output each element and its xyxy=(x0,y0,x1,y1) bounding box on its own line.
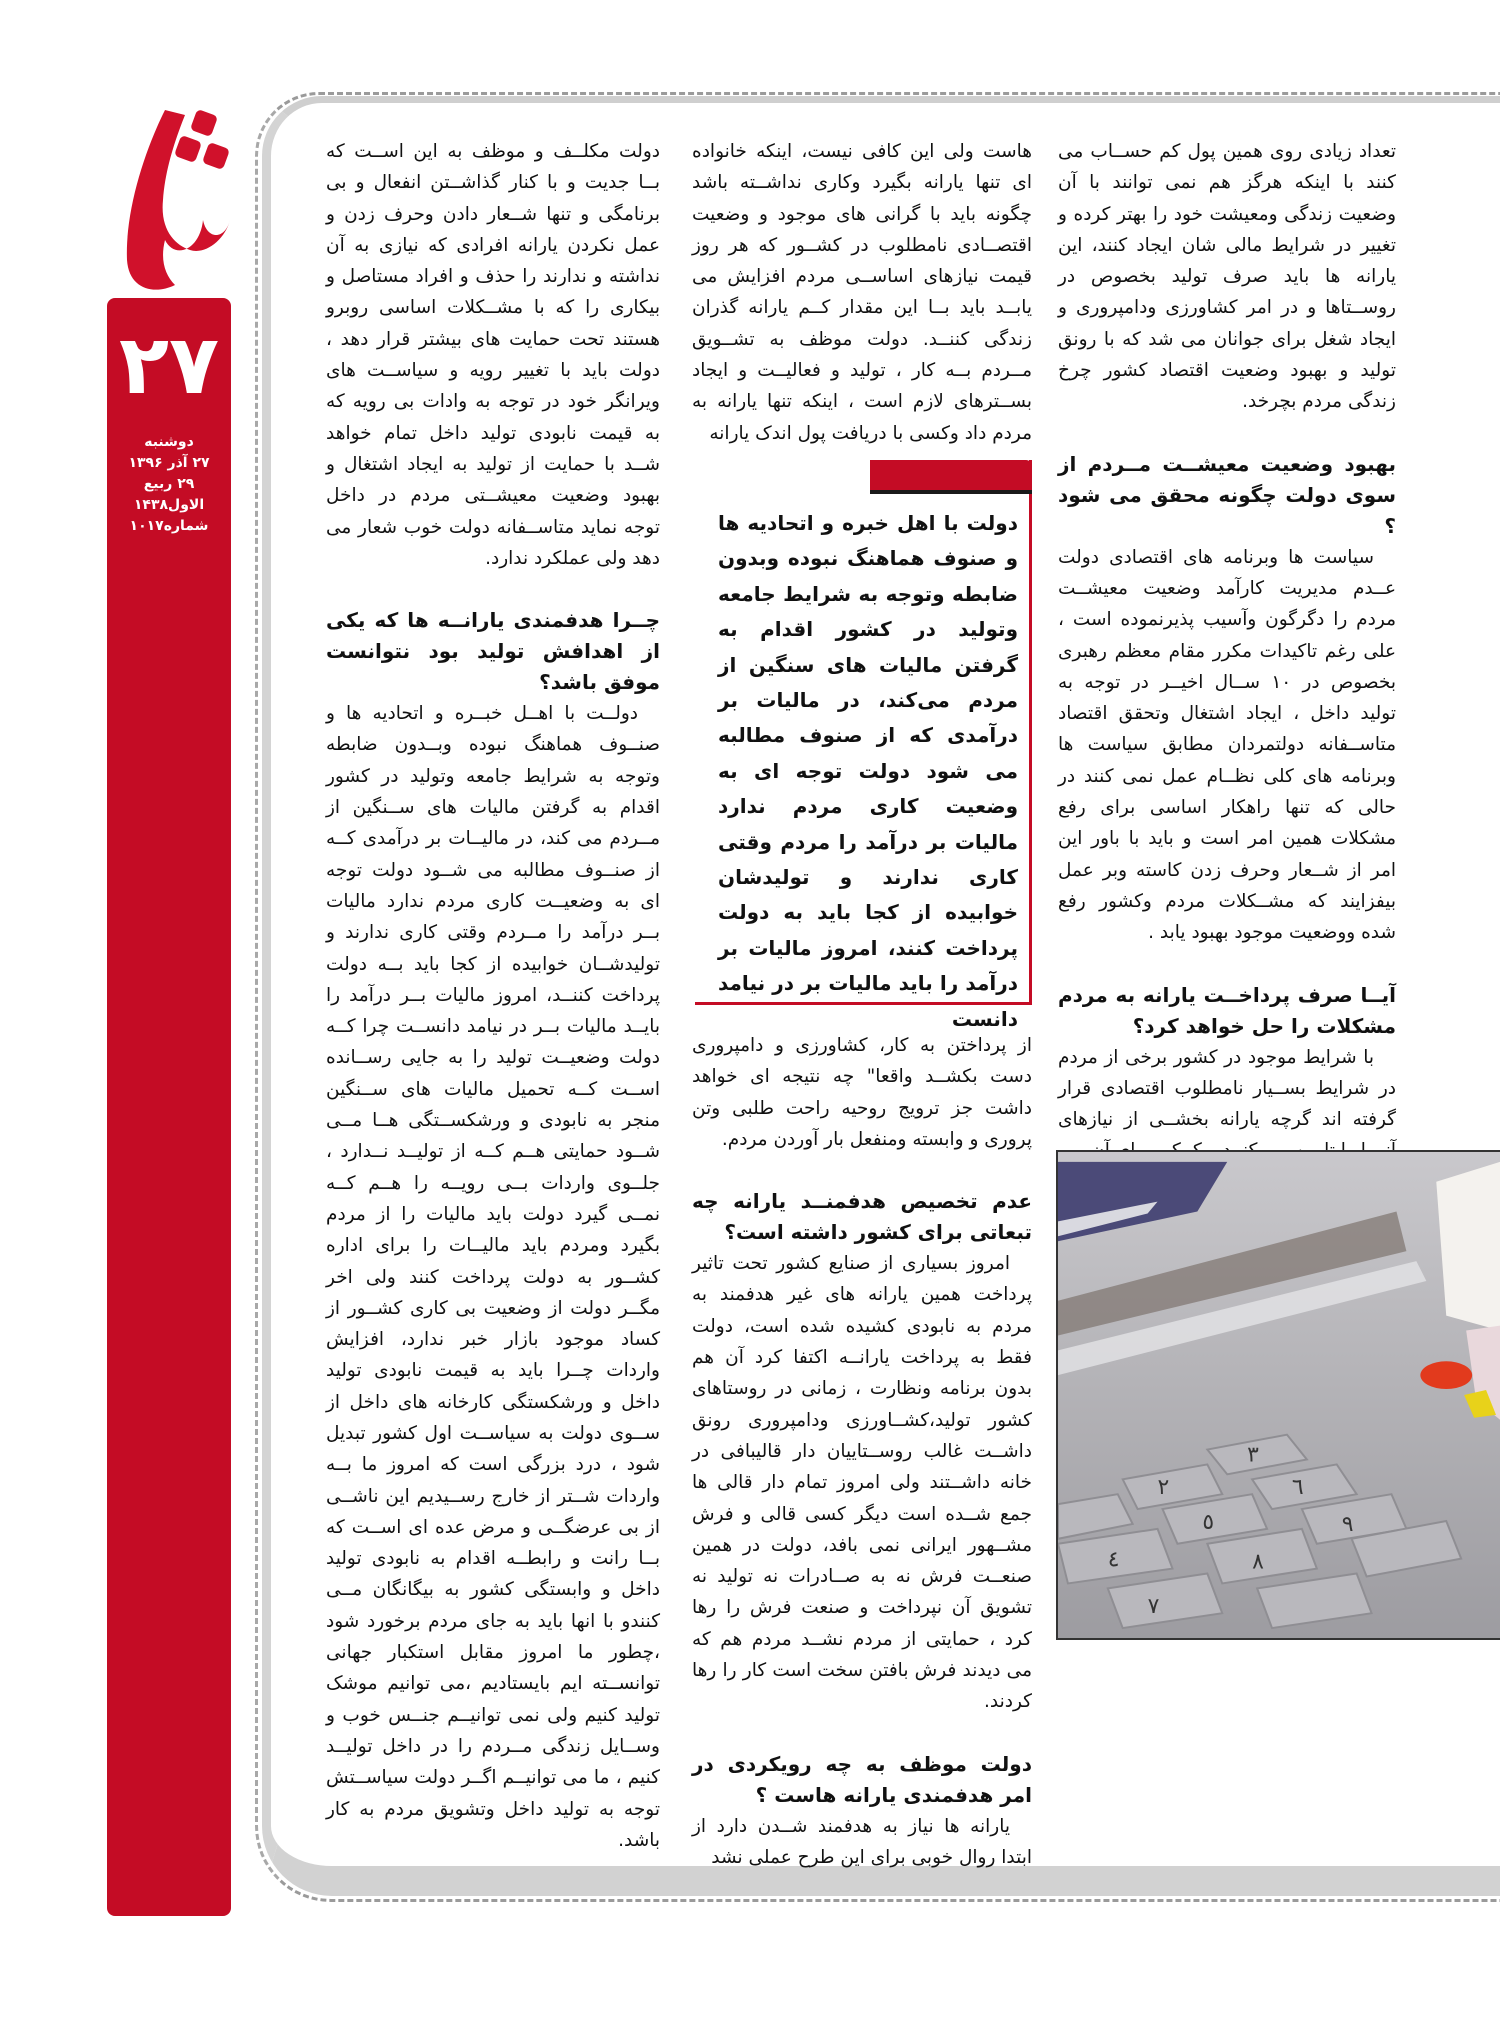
svg-text:٣: ٣ xyxy=(1247,1442,1259,1468)
atm-keypad-photo-icon xyxy=(1058,1152,1500,1638)
section-heading: بهبود وضعیت معیشــت مــردم از سوی دولت چگونه محقق می شود ؟ xyxy=(1058,451,1396,538)
paragraph: از پرداختن به کار، کشاورزی و دامپروری دست بکشــد واقعا" چه نتیجه ای خواهد داشت جز ترویج روحیه راحت طلبی وتن پروری و وابسته ومنفعل بار آوردن مردم. xyxy=(692,1035,1032,1150)
section-heading: دولت موظف به چه رویکردی در امر هدفمندی یارانه هاست ؟ xyxy=(692,1751,1032,1807)
date-sidebar xyxy=(107,298,231,1916)
svg-text:٤: ٤ xyxy=(1107,1547,1120,1573)
date-block xyxy=(107,432,231,537)
date-solar: ۲۷ آذر ۱۳۹۶ xyxy=(128,455,210,471)
pull-quote-accent-bar xyxy=(870,460,1032,494)
svg-text:٩: ٩ xyxy=(1341,1511,1354,1537)
svg-text:٥: ٥ xyxy=(1202,1509,1215,1535)
date-lunar: ۲۹ ربیع الاول۱۴۳۸ xyxy=(133,476,205,513)
svg-text:٨: ٨ xyxy=(1252,1549,1264,1575)
publication-logo xyxy=(105,90,235,300)
svg-text:٧: ٧ xyxy=(1147,1594,1160,1620)
paragraph: هاست ولی این کافی نیست، اینکه خانواده ای تنها یارانه بگیرد وکاری نداشــته باشد چگونه باید با گرانی های موجود و وضعیت اقتصــادی نامطلوب در کشــور که هر روز قیمت نیازهای اساســی مردم افزایش می یابــد باید بــا این مقدار کــم یارانه گذران زندگی کننــد. دولت موظف به تشــویق مــردم بــه کار ، تولید و فعالیــت و ایجاد بســترهای لازم است ، اینکه تنها یارانه به مردم داد وکسی با دریافت پول اندک یارانه xyxy=(692,141,1032,444)
atm-photo xyxy=(1056,1150,1500,1640)
logo-shoma-icon xyxy=(105,90,235,300)
article-column-1 xyxy=(1058,136,1396,1167)
section-heading: عدم تخصیص هدفمنــد یارانه چه تبعاتی برای کشور داشته است؟ xyxy=(692,1189,1032,1245)
section-heading: چــرا هدفمندی یارانــه ها که یکی از اهدافش تولید بود نتوانست موفق باشد؟ xyxy=(326,608,660,695)
paragraph: دولــت با اهــل خبــره و اتحادیه ها و صنــوف هماهنگ نبوده وبــدون ضابطه وتوجه به شرایط جامعه وتولید در کشور اقدام به گرفتن مالیات های ســنگین از مــردم می کند، در مالیــات بر درآمدی کــه از صنــوف مطالبه می شــود دولت توجه ای به وضعیــت کاری مردم ندارد مالیات بــر درآمد را مــردم وقتی کاری ندارند و تولیدشــان خوابیده از کجا باید بــه دولت پرداخت کننــد، امروز مالیات بــر درآمد را بایــد مالیات بــر در نیامد دانســت چرا کــه دولت وضعیــت تولید را به جایی رســانده اســت کــه تحمیل مالیات های ســنگین منجر به نابودی و ورشکســتگی هــا مــی شــود حمایتی هــم کــه از تولیــد نــدارد ، جلــوی واردات بــی رویــه را هــم کــه نمــی گیرد دولت باید مالیات را از مردم بگیرد ومردم باید مالیــات را برای اداره کشــور به دولت پرداخت کنند ولی اخر مگــر دولت از وضعیت بی کاری کشــور از کساد موجود بازار خبر ندارد، افزایش واردات چــرا باید به قیمت نابودی تولید داخل و ورشکستگی کارخانه های داخل از ســوی دولت به سیاســت اول کشور تبدیل شود ، درد بزرگی است که امروز ما بــه واردات شــتر از خارج رســیدیم این ناشــی از بی عرضگــی و مرض عده ای اســت که بــا رانت و رابطــه اقدام به نابودی تولید داخل و وابستگی کشور به بیگانگان مــی کنندو با انها باید به جای مردم برخورد شود ،چطور ما امروز مقابل استکبار جهانی توانســته ایم بایستادیم ،می توانیم موشک تولید کنیم ولی نمی توانیــم جنــس خوب و وســایل زندگی مــردم را در داخل تولیــد کنیم ، ما می توانیــم اگــر دولت سیاســتش توجه به تولید داخل وتشویق مردم به کار باشد. xyxy=(326,703,660,1851)
section-heading: آیــا صرف پرداخــت یارانه به مردم مشکلات را حل خواهد کرد؟ xyxy=(1058,982,1396,1038)
article-column-3 xyxy=(326,136,660,1856)
pull-quote xyxy=(695,460,1032,1031)
article-column-2-continued xyxy=(692,1030,1032,1873)
paragraph: با شرایط موجود در کشور برخی از مردم در شرایط بســیار نامطلوب اقتصادی قرار گرفته اند گرچه یارانه بخشــی از نیازهای xyxy=(1058,1046,1396,1131)
paragraph: یارانه ها نیاز به هدفمند شــدن دارد از ابتدا روال خوبی برای این طرح عملی نشد xyxy=(692,1815,1032,1868)
paragraph: دولت مکلــف و موظف به این اســت که بــا جدیت و با کنار گذاشــتن انفعال و بی برنامگی و تنها شــعار دادن وحرف زدن و عمل نکردن یارانه افرادی که نیازی به آن نداشته و ندارند را حذف و افراد مستاصل و بیکاری را که با مشــکلات اساسی روبرو هستند تحت حمایت های بیشتر قرار دهد ، دولت باید با تغییر رویه و سیاســت های ویرانگر خود در توجه به وادات بی رویه که به قیمت نابودی تولید داخل تمام خواهد شــد با حمایت از تولید به ایجاد اشتغال و بهبود وضعیت معیشــتی مردم در داخل توجه نماید متاســفانه دولت خوب شعار می دهد ولی عملکرد ندارد. xyxy=(326,141,660,569)
day-number: ۲۷ xyxy=(118,318,220,413)
svg-text:٦: ٦ xyxy=(1291,1475,1304,1501)
paragraph: امروز بسیاری از صنایع کشور تحت تاثیر پرداخت همین یارانه های غیر هدفمند به مردم به نابودی کشیده شده است، دولت فقط به پرداخت یارانــه اکتفا کرد آن هم بدون برنامه ونظارت ، زمانی در روستاهای کشور تولید،کشــاورزی ودامپروری رونق داشــت غالب روســتاییان دار قالیبافی در خانه داشــتند ولی امروز تمام دار قالی ها جمع شــده است دیگر کسی قالی و فرش مشــهور ایرانی نمی بافد، دولت در همین صنعــت فرش نه به صــادرات نه تولید نه تشویق آن نپرداخت و صنعت فرش را رها کرد ، حمایتی از مردم نشــد مردم هم که می دیدند فرش بافتن سخت است کار را رها کردند. xyxy=(692,1253,1032,1713)
issue-number: شماره۱۰۱۷ xyxy=(129,518,209,534)
svg-text:٢: ٢ xyxy=(1157,1475,1170,1501)
article-column-2 xyxy=(692,136,1032,449)
pull-quote-text: دولت با اهل خبره و اتحادیه ها و صنوف هماهنگ نبوده وبدون ضابطه وتوجه به شرایط جامعه وتولید در کشور اقدام به گرفتن مالیات های سنگین از مردم می‌کند، در مالیات بر درآمدی که از صنوف مطالبه می شود دولت توجه ای به وضعیت کاری مردم ندارد مالیات بر درآمد را مردم وقتی کاری ندارند و تولیدشان خوابیده از کجا باید به دولت پرداخت کنند، امروز مالیات بر درآمد را باید مالیات بر در نیامد دانست xyxy=(718,511,1018,1031)
pull-quote-border xyxy=(1029,460,1032,1005)
paragraph: سیاست ها وبرنامه های اقتصادی دولت عــدم مدیریت کارآمد وضعیت معیشــت مردم را دگرگون وآسیب پذیرنموده است ، علی رغم تاکیدات مکرر مقام معظم رهبری بخصوص در ۱۰ ســال اخیــر در توجه به تولید داخل ، ایجاد اشتغال وتحقق اقتصاد متاســفانه دولتمردان مطابق سیاست ها وبرنامه های کلی نظــام عمل نمی کنند در حالی که تنها راهکار اساسی برای رفع مشکلات همین امر است و باید با باور این امر از شــعار وحرف زدن کاسته وبر عمل بیفزایند که مشــکلات مردم وکشور رفع شده ووضعیت موجود بهبود یابد . xyxy=(1058,546,1396,944)
weekday: دوشنبه xyxy=(144,434,194,450)
paragraph: تعداد زیادی روی همین پول کم حســاب می کنند با اینکه هرگز هم نمی توانند با آن وضعیت زندگی ومعیشت خود را بهتر کرده و تغییر در شرایط مالی شان ایجاد کنند، این یارانه ها باید صرف تولید بخصوص در روســتاها و در امر کشاورزی ودامپروری و ایجاد شغل برای جوانان می شد که با رونق تولید و بهبود وضعیت اقتصاد کشور چرخ زندگی مردم بچرخد. xyxy=(1058,141,1396,413)
